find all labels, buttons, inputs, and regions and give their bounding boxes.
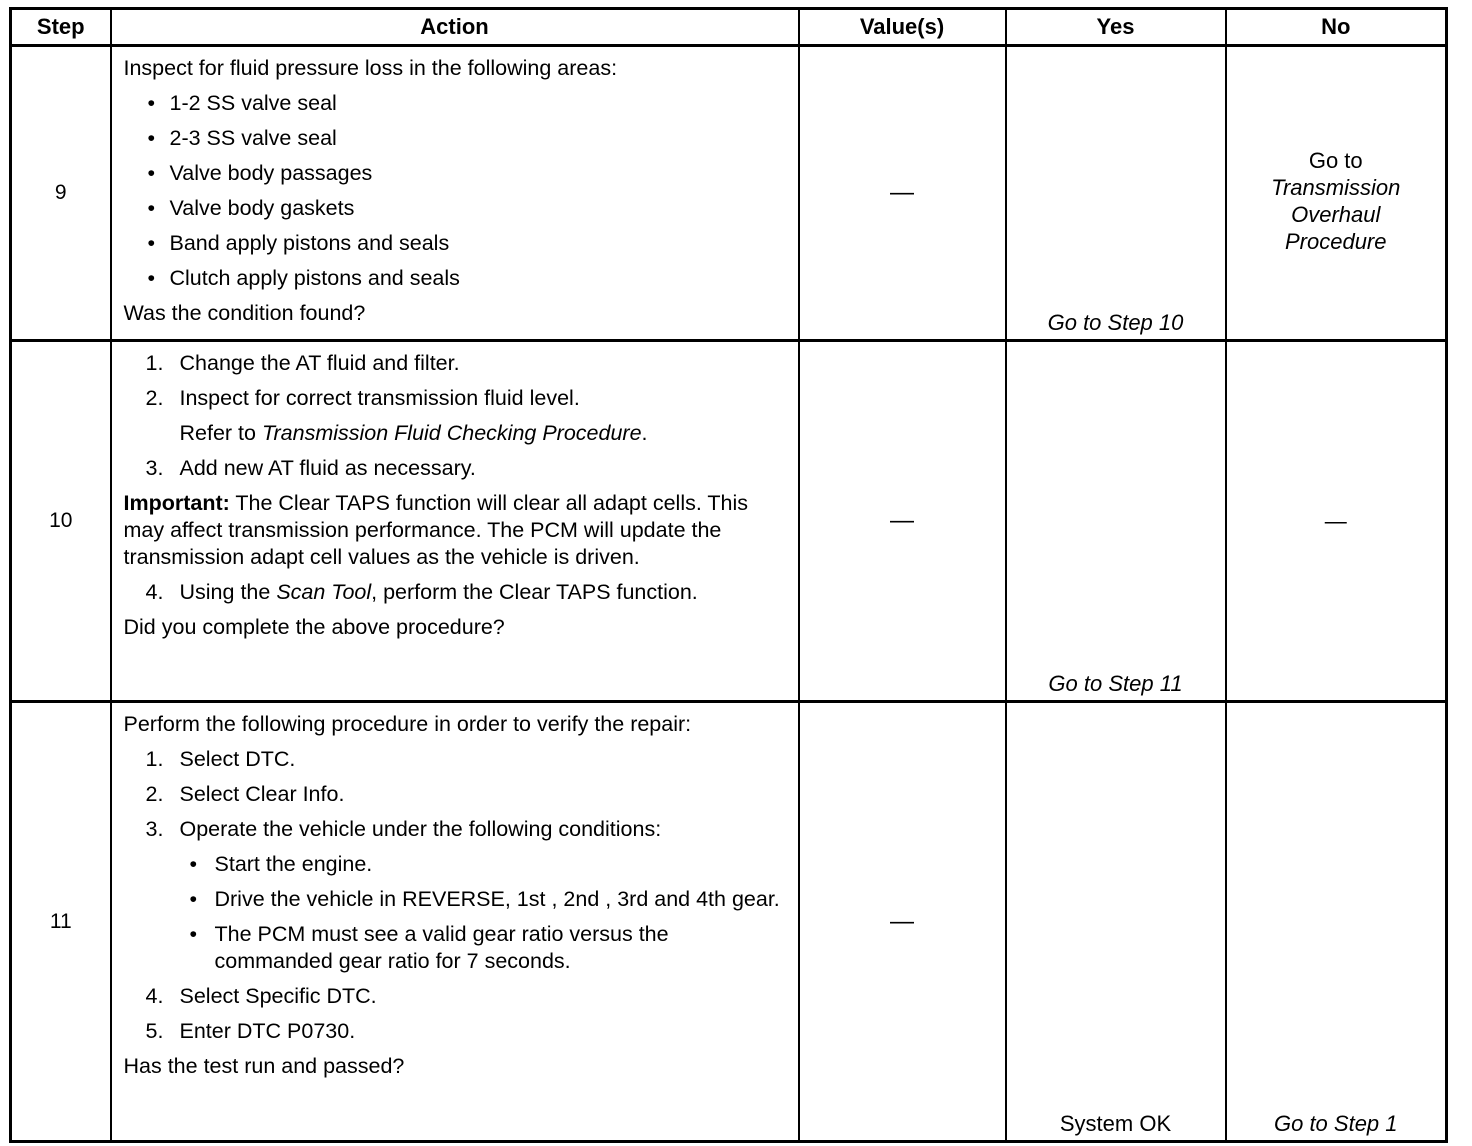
action-intro: Perform the following procedure in order to verify the repair:: [123, 712, 692, 736]
bullet-icon: •: [147, 266, 156, 290]
header-no: No: [1226, 9, 1447, 46]
list-item: 2. Select Clear Info.: [145, 782, 345, 806]
list-item: 3. Add new AT fluid as necessary.: [145, 456, 476, 480]
list-item: 2. Inspect for correct transmission fluid level.: [145, 386, 580, 410]
yes-cell: [1006, 702, 1226, 1142]
no-cell: [1226, 341, 1447, 702]
sub-list-item: • Start the engine.: [189, 852, 373, 876]
list-item: 1. Change the AT fluid and filter.: [145, 351, 460, 375]
list-item: • Valve body passages: [147, 161, 373, 185]
list-item: • Clutch apply pistons and seals: [147, 266, 460, 290]
action-intro: Inspect for fluid pressure loss in the following areas:: [123, 56, 618, 80]
no-link-go-to-step-1[interactable]: Go to Step 1: [1273, 1111, 1398, 1136]
value-cell: —: [799, 341, 1006, 702]
header-action: Action: [111, 9, 799, 46]
bullet-icon: •: [147, 161, 156, 185]
yes-value-system-ok: System OK: [1059, 1111, 1172, 1136]
step-number: 11: [11, 702, 111, 1142]
bullet-icon: •: [189, 852, 198, 876]
bullet-icon: •: [147, 126, 156, 150]
yes-link-go-to-step-11[interactable]: Go to Step 11: [1048, 671, 1183, 696]
action-cell: [111, 46, 799, 341]
action-cell: [111, 341, 799, 702]
yes-cell: [1006, 341, 1226, 702]
value-cell: —: [799, 46, 1006, 341]
value-cell: —: [799, 702, 1006, 1142]
header-step: Step: [11, 9, 111, 46]
sub-list-item: • Drive the vehicle in REVERSE, 1st , 2nd , 3rd and 4th gear.: [189, 887, 780, 911]
yes-link-go-to-step-10[interactable]: Go to Step 10: [1047, 310, 1184, 335]
bullet-icon: •: [147, 196, 156, 220]
list-item: 5. Enter DTC P0730.: [145, 1019, 356, 1043]
yes-cell: [1006, 46, 1226, 341]
list-item: 4. Using the Scan Tool, perform the Clear TAPS function.: [145, 580, 698, 604]
no-value: —: [1324, 508, 1347, 534]
table-row-step-10: [11, 341, 1447, 702]
refer-line: Refer to Transmission Fluid Checking Procedure.: [179, 421, 648, 445]
list-item: 1. Select DTC.: [145, 747, 296, 771]
diagnostic-table: [9, 7, 1448, 1143]
no-link-transmission-overhaul[interactable]: Go to Transmission Overhaul Procedure: [1271, 148, 1401, 254]
action-question: Has the test run and passed?: [123, 1054, 405, 1078]
header-yes: Yes: [1006, 9, 1226, 46]
bullet-icon: •: [147, 91, 156, 115]
header-values: Value(s): [799, 9, 1006, 46]
list-item: • 2-3 SS valve seal: [147, 126, 337, 150]
step-number: 9: [11, 46, 111, 341]
list-item: • 1-2 SS valve seal: [147, 91, 337, 115]
list-item: • Valve body gaskets: [147, 196, 355, 220]
action-cell: [111, 702, 799, 1142]
bullet-icon: •: [189, 887, 198, 911]
no-cell: [1226, 46, 1447, 341]
sub-list-item: • The PCM must see a valid gear ratio versus the commanded gear ratio for 7 seconds.: [189, 922, 669, 973]
list-item: 4. Select Specific DTC.: [145, 984, 377, 1008]
table-row-step-9: [11, 46, 1447, 341]
bullet-icon: •: [189, 922, 198, 946]
action-question: Did you complete the above procedure?: [123, 615, 505, 639]
table-row-step-11: [11, 702, 1447, 1142]
link-fluid-checking-procedure[interactable]: Transmission Fluid Checking Procedure: [261, 421, 642, 445]
step-number: 10: [11, 341, 111, 702]
no-cell: [1226, 702, 1447, 1142]
header-row: [11, 9, 1447, 46]
list-item: 3. Operate the vehicle under the following conditions:: [145, 817, 662, 841]
list-item: • Band apply pistons and seals: [147, 231, 450, 255]
important-note: Important: The Clear TAPS function will clear all adapt cells. This may affect transmission performance. The PCM will update the transmission adapt cell values as the vehicle is driven.: [123, 491, 749, 569]
bullet-icon: •: [147, 231, 156, 255]
action-question: Was the condition found?: [123, 301, 366, 325]
